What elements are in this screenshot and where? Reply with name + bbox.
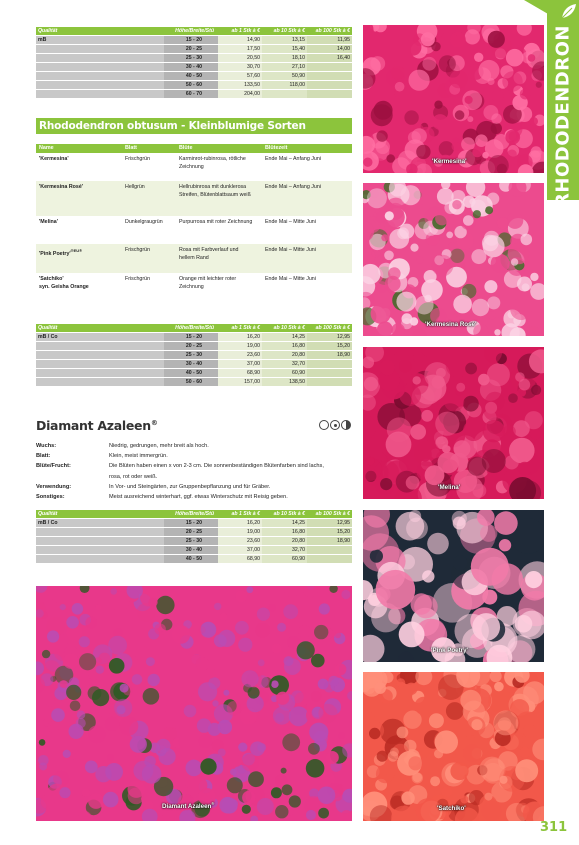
price-row bbox=[36, 369, 352, 378]
price-cell: 15 - 20 bbox=[164, 36, 218, 45]
price-row bbox=[36, 36, 352, 45]
price-cell: 12,95 bbox=[307, 333, 352, 342]
price-cell: 15,20 bbox=[307, 342, 352, 351]
price-cell bbox=[307, 90, 352, 99]
price-cell: 40 - 50 bbox=[164, 555, 218, 564]
price-cell bbox=[307, 72, 352, 81]
price-header-cell: Höhe/Breite/Stü bbox=[164, 510, 218, 519]
description-value: Die Blüten haben einen x von 2-3 cm. Die sonnenbeständigen Blütenfarben sind lachs, bbox=[109, 463, 324, 470]
price-cell: 25 - 30 bbox=[164, 351, 218, 360]
price-cell bbox=[36, 72, 164, 81]
price-row bbox=[36, 90, 352, 99]
variety-leaf: Dunkelgraugrün bbox=[125, 219, 163, 225]
variety-bloom: Purpurrosa mit roter Zeichnung bbox=[179, 219, 253, 225]
price-cell bbox=[307, 81, 352, 90]
price-header-cell: ab 1 Stk à € bbox=[218, 324, 262, 333]
price-cell bbox=[36, 369, 164, 378]
price-cell: 60,90 bbox=[262, 369, 307, 378]
price-cell bbox=[307, 378, 352, 387]
variety-leaf: Frischgrün bbox=[125, 276, 151, 282]
col-bloom-time: Blütezeit bbox=[265, 145, 288, 151]
price-cell: 16,20 bbox=[218, 519, 262, 528]
price-cell bbox=[36, 81, 164, 90]
price-row bbox=[36, 351, 352, 360]
price-cell: 14,25 bbox=[262, 333, 307, 342]
price-cell: mB / Co bbox=[36, 333, 164, 342]
price-header-cell: Höhe/Breite/Stü bbox=[164, 324, 218, 333]
price-table-header bbox=[36, 510, 352, 519]
variety-row bbox=[36, 181, 352, 216]
price-row bbox=[36, 546, 352, 555]
variety-name: 'Melina' bbox=[39, 219, 59, 225]
price-cell: 11,95 bbox=[307, 36, 352, 45]
price-header-cell: ab 10 Stk à € bbox=[262, 27, 307, 36]
price-table-2 bbox=[36, 324, 352, 387]
price-cell bbox=[36, 555, 164, 564]
variety-bloom-time: Ende Mai – Mitte Juni bbox=[265, 276, 316, 282]
price-cell: 30 - 40 bbox=[164, 63, 218, 72]
price-cell: 14,90 bbox=[218, 36, 262, 45]
price-row bbox=[36, 81, 352, 90]
price-cell: 16,20 bbox=[218, 333, 262, 342]
price-cell: 60 - 70 bbox=[164, 90, 218, 99]
price-cell: 15,20 bbox=[307, 528, 352, 537]
price-cell: 12,95 bbox=[307, 519, 352, 528]
caption-kermesina-rose: 'Kermesina Rosé' bbox=[425, 321, 477, 328]
price-cell: 20 - 25 bbox=[164, 342, 218, 351]
price-table-3 bbox=[36, 510, 352, 564]
price-cell: 27,10 bbox=[262, 63, 307, 72]
price-cell bbox=[307, 63, 352, 72]
price-row bbox=[36, 519, 352, 528]
price-cell bbox=[36, 63, 164, 72]
price-cell: 18,90 bbox=[307, 537, 352, 546]
description-value: Klein, meist immergrün. bbox=[109, 453, 168, 460]
description-value: Niedrig, gedrungen, mehr breit als hoch. bbox=[109, 443, 209, 449]
variety-leaf: Frischgrün bbox=[125, 247, 151, 253]
price-row bbox=[36, 378, 352, 387]
price-cell bbox=[36, 45, 164, 54]
price-row bbox=[36, 333, 352, 342]
variety-bloom: Orange mit leichter roter Zeichnung bbox=[179, 276, 237, 290]
price-row bbox=[36, 342, 352, 351]
price-cell: 50 - 60 bbox=[164, 81, 218, 90]
description-row bbox=[36, 441, 352, 451]
price-header-cell: ab 1 Stk à € bbox=[218, 27, 262, 36]
variety-bloom-time: Ende Mai – Anfang Juni bbox=[265, 184, 321, 190]
price-cell: 40 - 50 bbox=[164, 72, 218, 81]
price-cell: 16,80 bbox=[262, 342, 307, 351]
photo-pink-poetry bbox=[363, 510, 544, 662]
price-cell: 68,90 bbox=[218, 555, 262, 564]
section-heading-obtusum: Rhododendron obtusum - Kleinblumige Sorten bbox=[36, 118, 352, 134]
price-cell bbox=[262, 90, 307, 99]
price-cell: 138,50 bbox=[262, 378, 307, 387]
price-row bbox=[36, 360, 352, 369]
price-cell: 37,00 bbox=[218, 546, 262, 555]
chapter-title: RHODODENDRON bbox=[552, 25, 574, 207]
price-cell: 20,50 bbox=[218, 54, 262, 63]
price-cell: 68,90 bbox=[218, 369, 262, 378]
price-cell: 133,50 bbox=[218, 81, 262, 90]
description-row bbox=[36, 451, 352, 461]
price-cell: 57,60 bbox=[218, 72, 262, 81]
photo-melina bbox=[363, 347, 544, 499]
variety-bloom-time: Ende Mai – Anfang Juni bbox=[265, 156, 321, 162]
price-header-cell: ab 10 Stk à € bbox=[262, 324, 307, 333]
description-label: Blatt: bbox=[36, 453, 51, 460]
caption-kermesina: 'Kermesina' bbox=[432, 158, 467, 165]
photo-kermesina bbox=[363, 25, 544, 173]
price-row bbox=[36, 63, 352, 72]
variety-row bbox=[36, 216, 352, 244]
variety-row bbox=[36, 153, 352, 181]
price-cell bbox=[36, 546, 164, 555]
price-cell bbox=[307, 546, 352, 555]
price-cell: 19,00 bbox=[218, 342, 262, 351]
price-cell: 204,00 bbox=[218, 90, 262, 99]
variety-row bbox=[36, 273, 352, 303]
price-header-cell: ab 10 Stk à € bbox=[262, 510, 307, 519]
price-cell: 118,00 bbox=[262, 81, 307, 90]
price-cell: 19,00 bbox=[218, 528, 262, 537]
variety-bloom: Hellrubinrosa mit dunklerosa Streifen, Blütenblattsaum weiß bbox=[179, 184, 251, 198]
page-number: 311 bbox=[540, 820, 568, 835]
price-table-header bbox=[36, 27, 352, 36]
description-row bbox=[36, 472, 352, 482]
price-header-cell: Höhe/Breite/Stü bbox=[164, 27, 218, 36]
price-cell bbox=[36, 342, 164, 351]
price-cell bbox=[36, 351, 164, 360]
price-cell bbox=[36, 537, 164, 546]
variety-leaf: Frischgrün bbox=[125, 156, 151, 162]
price-cell bbox=[36, 528, 164, 537]
variety-bloom-time: Ende Mai – Mitte Juni bbox=[265, 247, 316, 253]
price-cell: 17,50 bbox=[218, 45, 262, 54]
price-cell: 20 - 25 bbox=[164, 45, 218, 54]
diamant-heading: Diamant Azaleen® bbox=[36, 418, 158, 433]
price-cell bbox=[36, 90, 164, 99]
price-cell: 18,10 bbox=[262, 54, 307, 63]
price-cell: 25 - 30 bbox=[164, 537, 218, 546]
price-cell: 157,00 bbox=[218, 378, 262, 387]
price-cell: 16,80 bbox=[262, 528, 307, 537]
price-cell: 14,25 bbox=[262, 519, 307, 528]
col-bloom: Blüte bbox=[179, 145, 193, 151]
variety-leaf: Hellgrün bbox=[125, 184, 145, 190]
price-row bbox=[36, 45, 352, 54]
price-cell: 32,70 bbox=[262, 546, 307, 555]
variety-bloom-time: Ende Mai – Mitte Juni bbox=[265, 219, 316, 225]
variety-name: 'Kermesina Rosé' bbox=[39, 184, 84, 190]
variety-name: 'Pink $Poetry'^{®EU®}$ bbox=[39, 248, 83, 257]
caption-pink-poetry: 'Pink Poetry' bbox=[431, 647, 468, 654]
price-cell: 37,00 bbox=[218, 360, 262, 369]
photo-diamant-azaleen bbox=[36, 586, 352, 821]
price-cell: 32,70 bbox=[262, 360, 307, 369]
caption-melina: 'Melina' bbox=[438, 484, 461, 491]
price-cell: 18,90 bbox=[307, 351, 352, 360]
description-label: Verwendung: bbox=[36, 483, 72, 490]
price-table-1 bbox=[36, 27, 352, 99]
variety-bloom: Karminrot-rubinrosa, rötliche Zeichnung bbox=[179, 156, 246, 170]
price-header-cell: ab 1 Stk à € bbox=[218, 510, 262, 519]
col-name: Name bbox=[39, 145, 54, 151]
variety-row bbox=[36, 244, 352, 273]
price-row bbox=[36, 528, 352, 537]
price-header-cell: Qualität bbox=[36, 510, 164, 519]
photo-satchiko bbox=[363, 672, 544, 821]
price-row bbox=[36, 555, 352, 564]
price-cell: 30 - 40 bbox=[164, 546, 218, 555]
price-cell: mB bbox=[36, 36, 164, 45]
full-sun-icon bbox=[319, 420, 329, 430]
price-cell: 15 - 20 bbox=[164, 519, 218, 528]
price-header-cell: Qualität bbox=[36, 27, 164, 36]
price-header-cell: ab 100 Stk à € bbox=[307, 27, 352, 36]
price-cell: 15,40 bbox=[262, 45, 307, 54]
price-row bbox=[36, 54, 352, 63]
description-label: Blüte/Frucht: bbox=[36, 463, 71, 470]
col-leaf: Blatt bbox=[125, 145, 137, 151]
price-cell: 25 - 30 bbox=[164, 54, 218, 63]
variety-name: 'Kermesina' bbox=[39, 156, 69, 162]
variety-bloom: Rosa mit Farbverlauf und hellem Rand bbox=[179, 247, 239, 261]
partial-sun-icon bbox=[330, 420, 340, 430]
price-cell: 16,40 bbox=[307, 54, 352, 63]
price-cell: 23,60 bbox=[218, 537, 262, 546]
price-cell: 20 - 25 bbox=[164, 528, 218, 537]
price-cell: 13,15 bbox=[262, 36, 307, 45]
description-row bbox=[36, 482, 352, 492]
price-cell bbox=[36, 54, 164, 63]
price-cell bbox=[307, 369, 352, 378]
diamant-description bbox=[36, 441, 352, 502]
price-header-cell: Qualität bbox=[36, 324, 164, 333]
price-table-header bbox=[36, 324, 352, 333]
price-cell: 15 - 20 bbox=[164, 333, 218, 342]
price-cell: 50,90 bbox=[262, 72, 307, 81]
price-cell: 14,00 bbox=[307, 45, 352, 54]
price-cell: 30 - 40 bbox=[164, 360, 218, 369]
price-row bbox=[36, 72, 352, 81]
price-cell: 20,80 bbox=[262, 351, 307, 360]
price-cell: 50 - 60 bbox=[164, 378, 218, 387]
price-cell bbox=[307, 555, 352, 564]
price-cell: 40 - 50 bbox=[164, 369, 218, 378]
price-row bbox=[36, 537, 352, 546]
description-value: Meist ausreichend winterhart, ggf. etwas Winterschutz mit Reisig geben. bbox=[109, 493, 288, 500]
price-cell: 23,60 bbox=[218, 351, 262, 360]
half-shade-icon bbox=[341, 420, 351, 430]
description-value: In Vor- und Steingärten, zur Gruppenbepflanzung und für Gräber. bbox=[109, 483, 271, 490]
variety-name: 'Satchiko' syn. Geisha Orange bbox=[39, 276, 89, 290]
price-cell bbox=[307, 360, 352, 369]
description-label: Wuchs: bbox=[36, 443, 57, 449]
variety-table-header bbox=[36, 144, 352, 153]
price-cell bbox=[36, 378, 164, 387]
description-row bbox=[36, 461, 352, 471]
description-label: Sonstiges: bbox=[36, 493, 65, 500]
caption-diamant-azaleen: Diamant Azaleen® bbox=[162, 801, 215, 811]
price-cell: 60,90 bbox=[262, 555, 307, 564]
description-value: rosa, rot oder weiß. bbox=[109, 473, 158, 480]
caption-satchiko: 'Satchiko' bbox=[437, 805, 466, 812]
price-cell: 20,80 bbox=[262, 537, 307, 546]
price-cell: mB / Co bbox=[36, 519, 164, 528]
price-header-cell: ab 100 Stk à € bbox=[307, 324, 352, 333]
description-row bbox=[36, 492, 352, 502]
price-header-cell: ab 100 Stk à € bbox=[307, 510, 352, 519]
price-cell: 30,70 bbox=[218, 63, 262, 72]
price-cell bbox=[36, 360, 164, 369]
photo-kermesina-rose bbox=[363, 183, 544, 336]
